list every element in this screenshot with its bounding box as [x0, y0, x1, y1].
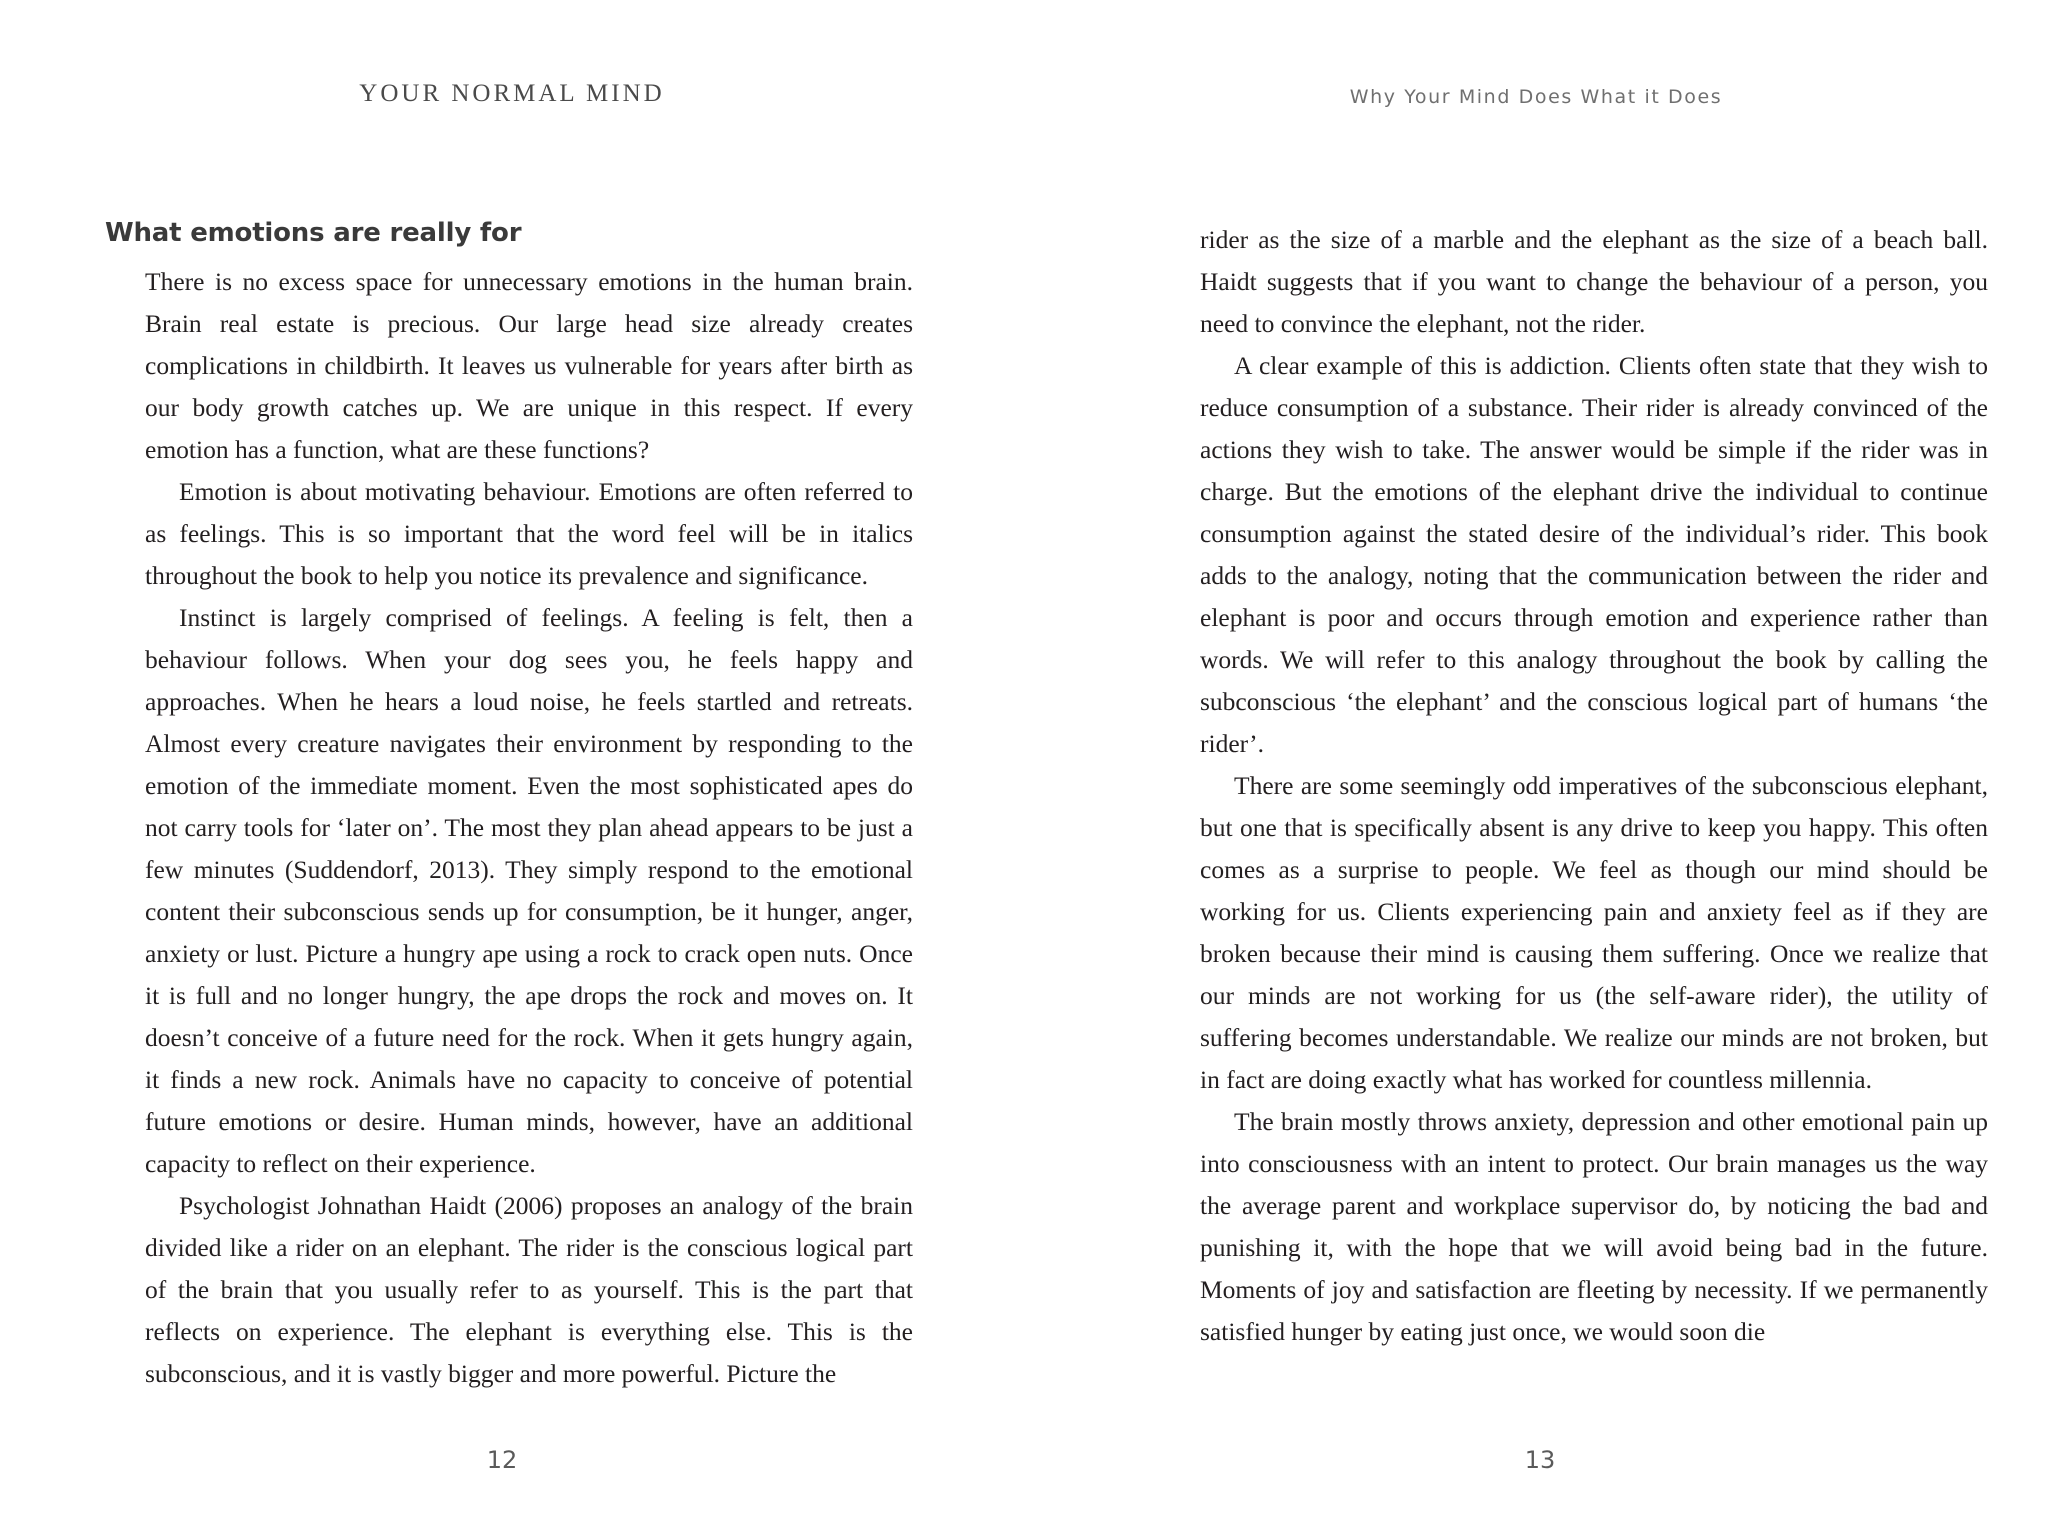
paragraph: There are some seemingly odd imperatives of the subconscious elephant, but one that is specifically absent is any drive to keep you happy. This often comes as a surprise to people. We feel as though our mind should be working for us. Clients experiencing pain and anxiety feel as if they are broken because their mind is causing them suffering. Once we realize that our minds are not working for us (the self-aware rider), the utility of suffering becomes understandable. We realize our minds are not broken, but in fact are doing exactly what has worked for countless millennia. [1200, 771, 1988, 1094]
paragraph: The brain mostly throws anxiety, depression and other emotional pain up into consciousness with an intent to protect. Our brain manages us the way the average parent and workplace supervisor do, by noticing the bad and punishing it, with the hope that we will avoid being bad in the future. Moments of joy and satisfaction are fleeting by necessity. If we permanently satisfied hunger by eating just once, we would soon die [1200, 1107, 1988, 1346]
running-head-text: YOUR NORMAL MIND [359, 80, 665, 107]
right-page [1024, 0, 2048, 1536]
section-heading: What emotions are really for [105, 218, 522, 248]
body-text [1200, 219, 1988, 1353]
page-number: 13 [1524, 1446, 1556, 1474]
running-head [0, 80, 1024, 108]
paragraph: There is no excess space for unnecessary emotions in the human brain. Brain real estate is precious. Our large head size already creates complications in childbirth. It leaves us vulnerable for years after birth as our body growth catches up. We are unique in this respect. If every emotion has a function, what are these functions? [145, 267, 913, 464]
paragraph: Psychologist Johnathan Haidt (2006) proposes an analogy of the brain divided like a rider on an elephant. The rider is the conscious logical part of the brain that you usually refer to as yourself. This is the part that reflects on experience. The elephant is everything else. This is the subconscious, and it is vastly bigger and more powerful. Picture the [145, 1191, 913, 1388]
paragraph: Emotion is about motivating behaviour. Emotions are often referred to as feelings. This is so important that the word feel will be in italics throughout the book to help you notice its prevalence and significance. [145, 477, 913, 590]
paragraph: Instinct is largely comprised of feelings. A feeling is felt, then a behaviour follows. When your dog sees you, he feels happy and approaches. When he hears a loud noise, he feels startled and retreats. Almost every creature navigates their environment by responding to the emotion of the immediate moment. Even the most sophisticated apes do not carry tools for ‘later on’. The most they plan ahead appears to be just a few minutes (Suddendorf, 2013). They simply respond to the emotional content their subconscious sends up for consumption, be it hunger, anger, anxiety or lust. Picture a hungry ape using a rock to crack open nuts. Once it is full and no longer hungry, the ape drops the rock and moves on. It doesn’t conceive of a future need for the rock. When it gets hungry again, it finds a new rock. Animals have no capacity to conceive of potential future emotions or desire. Human minds, however, have an additional capacity to reflect on their experience. [145, 603, 913, 1178]
page-number: 12 [486, 1446, 518, 1474]
running-head: Why Your Mind Does What it Does [1349, 86, 1723, 108]
paragraph: rider as the size of a marble and the elephant as the size of a beach ball. Haidt suggests that if you want to change the behaviour of a person, you need to convince the elephant, not the rider. [1200, 225, 1988, 338]
paragraph: A clear example of this is addiction. Clients often state that they wish to reduce consumption of a substance. Their rider is already convinced of the actions they wish to take. The answer would be simple if the rider was in charge. But the emotions of the elephant drive the individual to continue consumption against the stated desire of the individual’s rider. This book adds to the analogy, noting that the communication between the rider and elephant is poor and occurs through emotion and experience rather than words. We will refer to this analogy throughout the book by calling the subconscious ‘the elephant’ and the conscious logical part of humans ‘the rider’. [1200, 351, 1988, 758]
body-text [145, 261, 913, 1395]
